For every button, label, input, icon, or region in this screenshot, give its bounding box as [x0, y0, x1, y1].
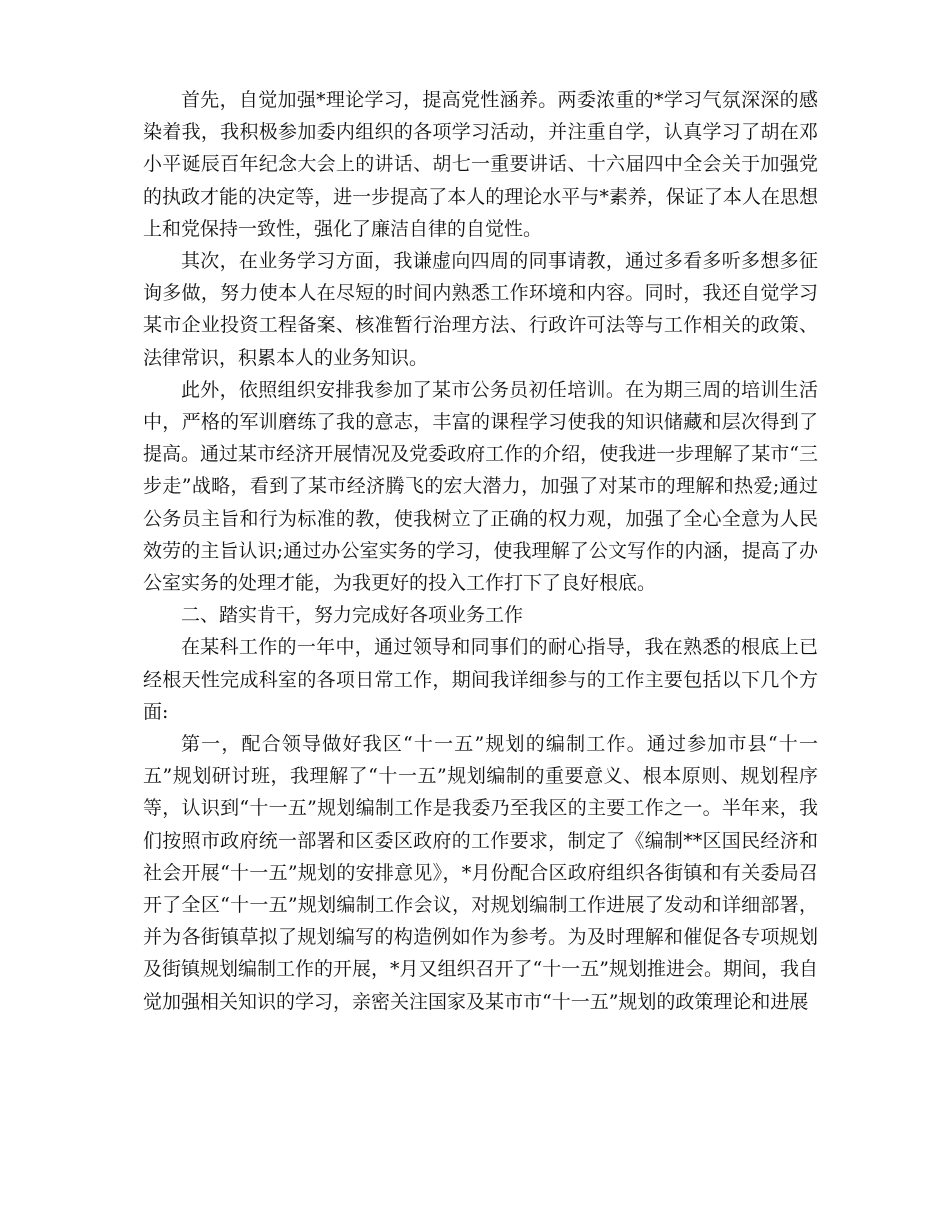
paragraph-work-overview: 在某科工作的一年中，通过领导和同事们的耐心指导，我在熟悉的根底上已经根天性完成科室的各项日常工作，期间我详细参与的工作主要包括以下几个方面:: [143, 636, 818, 723]
paragraph-civil-servant-training: 此外，依照组织安排我参加了某市公务员初任培训。在为期三周的培训生活中，严格的军训磨练了我的意志，丰富的课程学习使我的知识储藏和层次得到了提高。通过某市经济开展情况及党委政府工作的介绍，使我进一步理解了某市“三步走”战略，看到了某市经济腾飞的宏大潜力，加强了对某市的理解和热爱;通过公务员主旨和行为标准的教，使我树立了正确的权力观，加强了全心全意为人民效劳的主旨认识;通过办公室实务的学习，使我理解了公文写作的内涵，提高了办公室实务的处理才能，为我更好的投入工作打下了良好根底。: [143, 378, 818, 595]
section-heading-work: 二、踏实肯干，努力完成好各项业务工作: [181, 604, 524, 627]
paragraph-theory-study: 首先，自觉加强*理论学习，提高党性涵养。两委浓重的*学习气氛深深的感染着我，我积极参加委内组织的各项学习活动，并注重自学，认真学习了胡在邓小平诞辰百年纪念大会上的讲话、胡七一重要讲话、十六届四中全会关于加强党的执政才能的决定等，进一步提高了本人的理论水平与*素养，保证了本人在思想上和党保持一致性，强化了廉洁自律的自觉性。: [143, 89, 818, 240]
document-body: [143, 84, 818, 1018]
paragraph-five-year-plan: 第一，配合领导做好我区“十一五”规划的编制工作。通过参加市县“十一五”规划研讨班，我理解了“十一五”规划编制的重要意义、根本原则、规划程序等，认识到“十一五”规划编制工作是我委乃至我区的主要工作之一。半年来，我们按照市政府统一部署和区委区政府的工作要求，制定了《编制**区国民经济和社会开展“十一五”规划的安排意见》，*月份配合区政府组织各街镇和有关委局召开了全区“十一五”规划编制工作会议，对规划编制工作进展了发动和详细部署，并为各街镇草拟了规划编写的构造例如作为参考。为及时理解和催促各专项规划及街镇规划编制工作的开展，*月又组织召开了“十一五”规划推进会。期间，我自觉加强相关知识的学习，亲密关注国家及某市市“十一五”规划的政策理论和进展: [143, 733, 818, 1013]
paragraph-business-study: 其次，在业务学习方面，我谦虚向四周的同事请教，通过多看多听多想多征询多做，努力使本人在尽短的时间内熟悉工作环境和内容。同时，我还自觉学习某市企业投资工程备案、核准暂行治理方法、行政许可法等与工作相关的政策、法律常识，积累本人的业务知识。: [143, 250, 818, 369]
